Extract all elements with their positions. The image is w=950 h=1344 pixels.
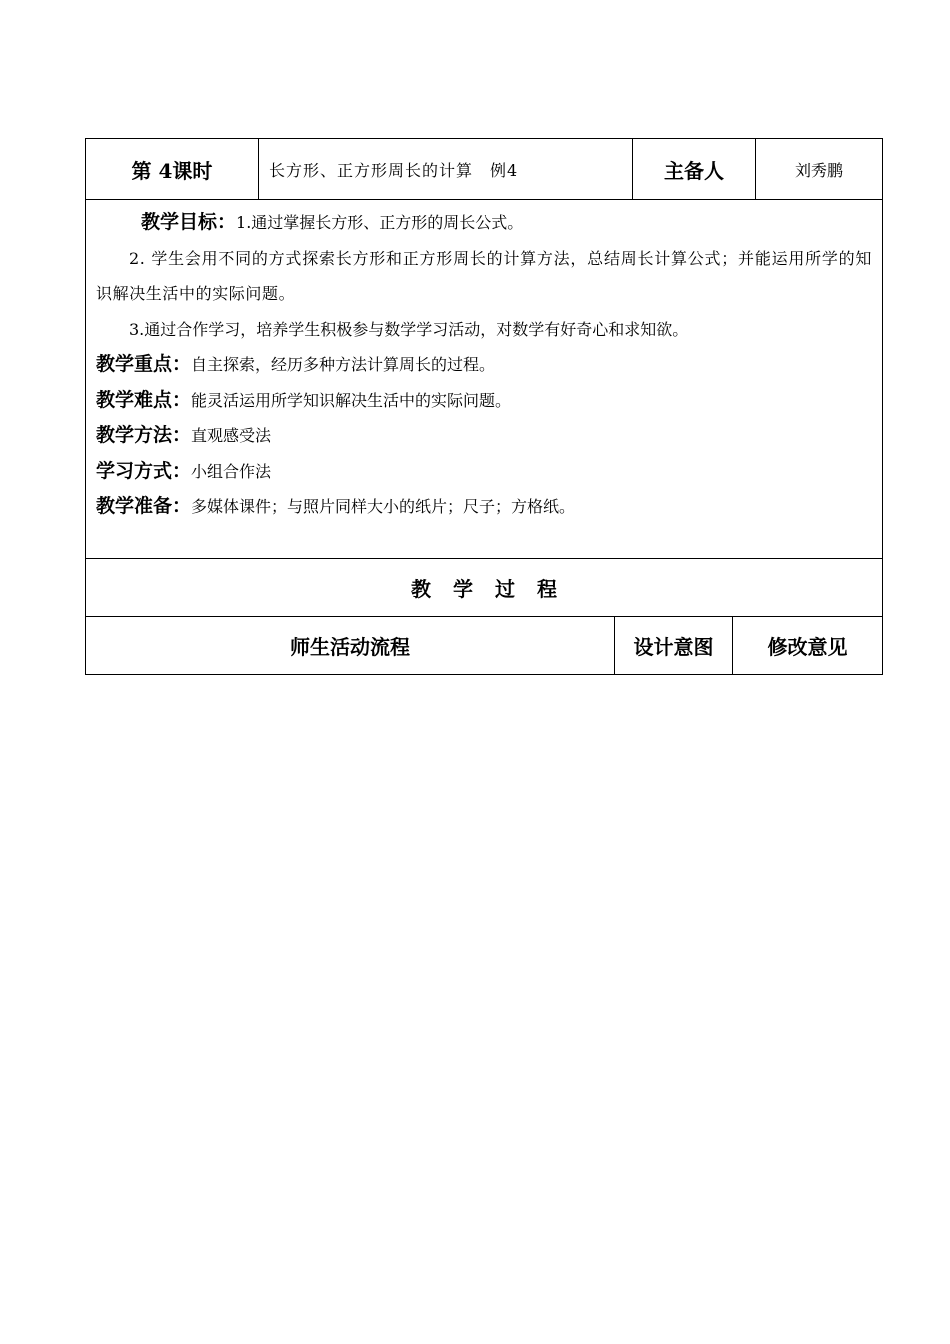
preparation-line — [96, 489, 872, 525]
difficulties-text: 能灵活运用所学知识解决生活中的实际问题。 — [191, 390, 512, 410]
process-row — [86, 559, 882, 617]
column-flow: 师生活动流程 — [86, 617, 615, 674]
key-points-label: 教学重点： — [96, 353, 192, 375]
key-points-line — [96, 347, 872, 383]
key-points-text: 自主探索，经历多种方法计算周长的过程。 — [191, 355, 496, 374]
lesson-plan-table — [85, 138, 883, 675]
lesson-topic: 长方形、正方形周长的计算 例4 — [259, 139, 633, 199]
method-label: 教学方法： — [96, 424, 192, 446]
preparation-label: 教学准备： — [96, 495, 192, 517]
objective-item-3: 3.通过合作学习，培养学生积极参与数学学习活动，对数学有好奇心和求知欲。 — [129, 319, 689, 339]
learning-mode-line — [96, 454, 872, 490]
columns-row — [86, 617, 882, 674]
method-text: 直观感受法 — [191, 426, 272, 445]
difficulties-line — [96, 383, 872, 419]
column-intent: 设计意图 — [615, 617, 733, 674]
header-row — [86, 139, 882, 200]
lesson-number: 第 4课时 — [86, 139, 259, 199]
column-revise: 修改意见 — [767, 635, 848, 659]
preparation-text: 多媒体课件；与照片同样大小的纸片；尺子；方格纸。 — [191, 497, 576, 516]
process-title: 教学过程 — [411, 577, 579, 601]
preparer-name: 刘秀鹏 — [794, 160, 843, 180]
method-line — [96, 418, 872, 454]
objective-item-1: 1.通过掌握长方形、正方形的周长公式。 — [236, 213, 524, 232]
learning-mode-text: 小组合作法 — [191, 461, 272, 481]
learning-mode-label: 学习方式： — [96, 459, 192, 482]
objectives-section — [86, 200, 882, 559]
objective-line-1 — [96, 205, 872, 241]
difficulties-label: 教学难点： — [96, 388, 192, 411]
objective-item-2: 2. 学生会用不同的方式探索长方形和正方形周长的计算方法，总结周长计算公式；并能运用所学的知识解决生活中的实际问题。 — [96, 248, 872, 303]
objectives-label: 教学目标： — [141, 211, 237, 233]
preparer-label: 主备人 — [633, 139, 756, 199]
